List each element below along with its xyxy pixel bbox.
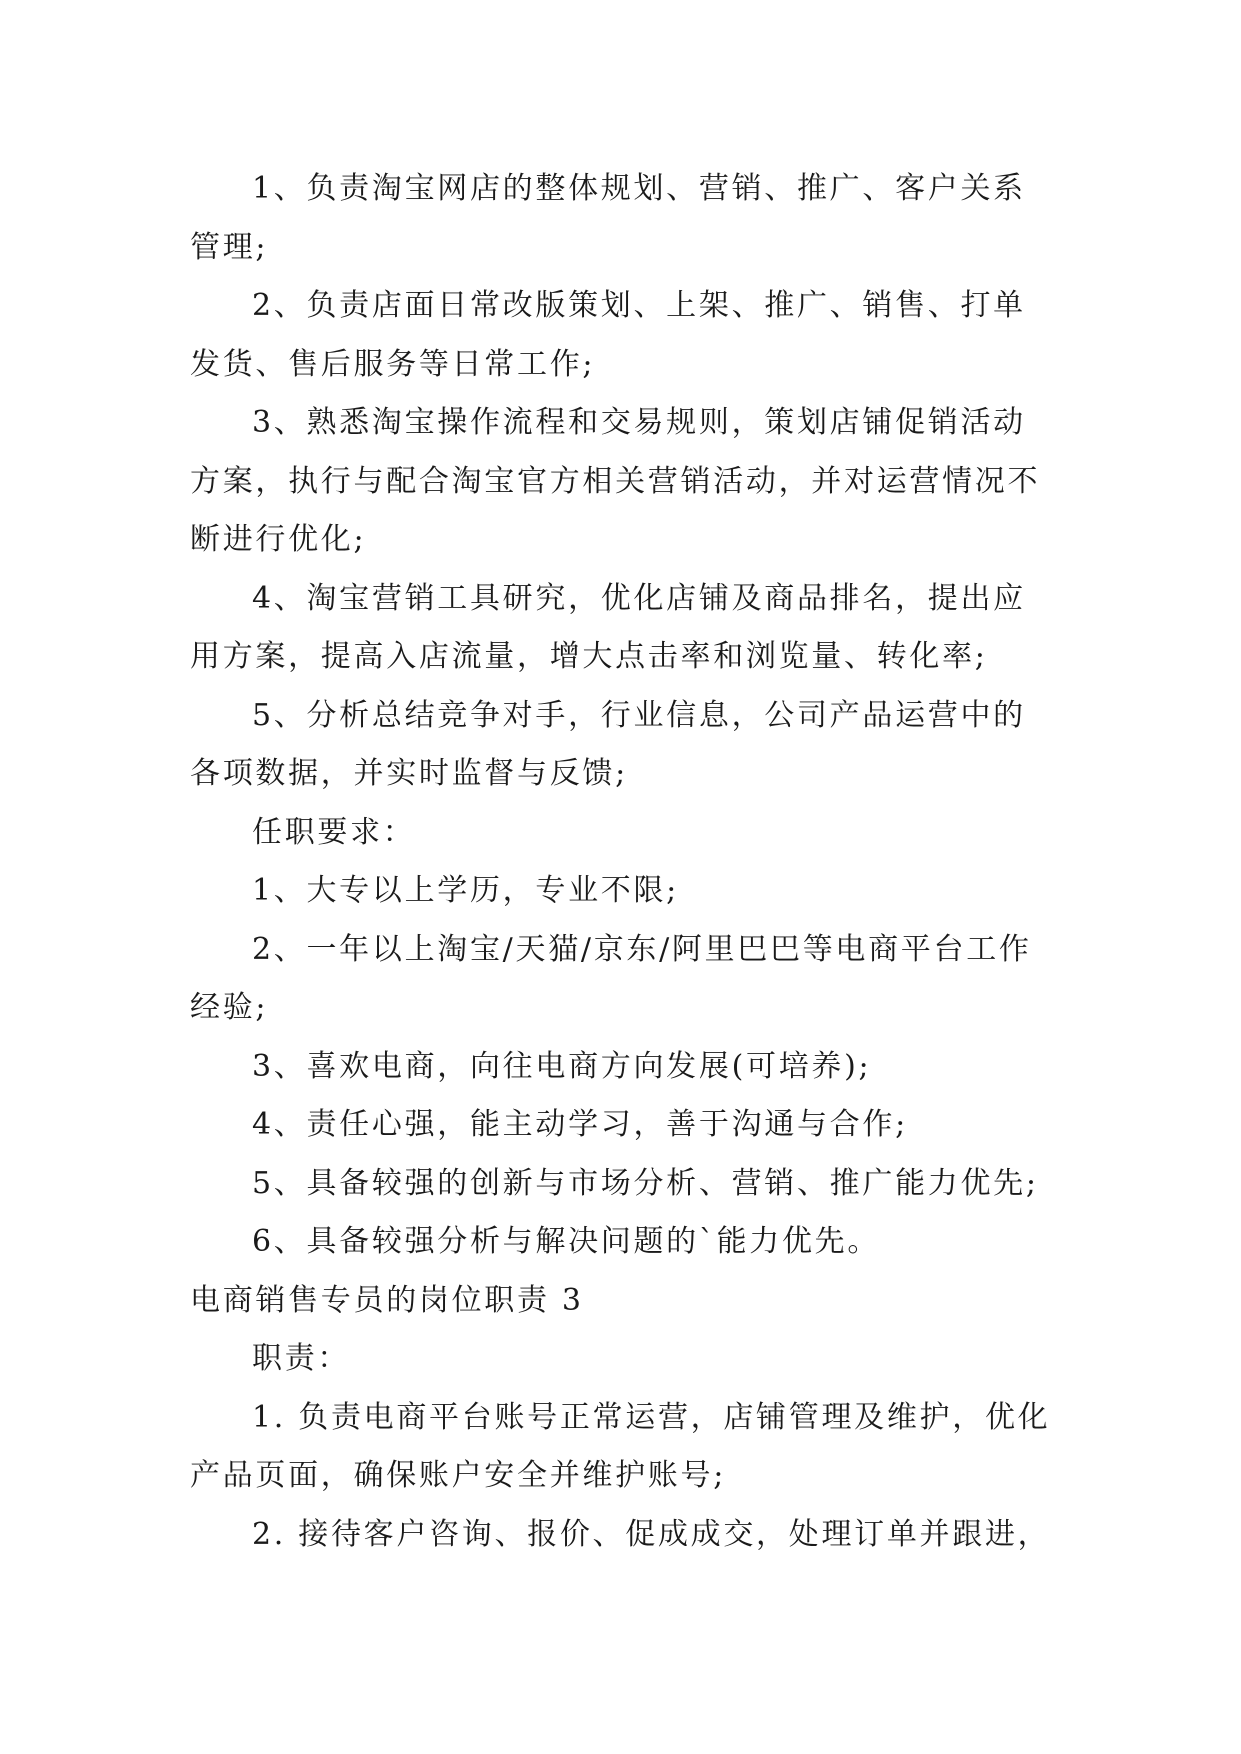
paragraph-line: 3、喜欢电商，向往电商方向发展(可培养);: [252, 1048, 872, 1084]
paragraph-line: 4、淘宝营销工具研究，优化店铺及商品排名，提出应: [252, 580, 1026, 616]
paragraph-line: 6、具备较强分析与解决问题的`能力优先。: [252, 1224, 881, 1259]
paragraph-line: 1、负责淘宝网店的整体规划、营销、推广、客户关系: [252, 171, 1026, 206]
document-body: [190, 160, 1060, 1564]
paragraph-line: 2、负责店面日常改版策划、上架、推广、销售、打单: [252, 288, 1026, 323]
paragraph-line: 3、熟悉淘宝操作流程和交易规则，策划店铺促销活动: [252, 405, 1026, 440]
section-heading: 任职要求：: [252, 814, 416, 850]
section-title: 电商销售专员的岗位职责 3: [190, 1282, 584, 1318]
paragraph-line: 4、责任心强，能主动学习，善于沟通与合作;: [252, 1107, 908, 1142]
paragraph-line: 5、分析总结竞争对手，行业信息，公司产品运营中的: [252, 697, 1026, 733]
paragraph-line: 发货、售后服务等日常工作;: [190, 346, 596, 382]
paragraph-line: 产品页面，确保账户安全并维护账号;: [190, 1458, 727, 1493]
paragraph-line: 5、具备较强的创新与市场分析、营销、推广能力优先;: [252, 1165, 1039, 1201]
paragraph-line: 2、一年以上淘宝/天猫/京东/阿里巴巴等电商平台工作: [252, 931, 1032, 967]
paragraph-line: 1、大专以上学历，专业不限;: [252, 873, 679, 908]
paragraph-line: 各项数据，并实时监督与反馈;: [190, 756, 628, 791]
paragraph-line: 方案，执行与配合淘宝官方相关营销活动，并对运营情况不: [190, 463, 1041, 499]
paragraph-line: 1. 负责电商平台账号正常运营，店铺管理及维护，优化: [252, 1399, 1051, 1435]
paragraph-line: 断进行优化;: [190, 522, 367, 557]
paragraph-line: 用方案，提高入店流量，增大点击率和浏览量、转化率;: [190, 639, 988, 674]
paragraph-line: 2. 接待客户咨询、报价、促成成交，处理订单并跟进，: [252, 1516, 1051, 1552]
paragraph-line: 经验;: [190, 990, 269, 1025]
section-heading: 职责：: [252, 1341, 351, 1376]
paragraph-line: 管理;: [190, 229, 269, 265]
